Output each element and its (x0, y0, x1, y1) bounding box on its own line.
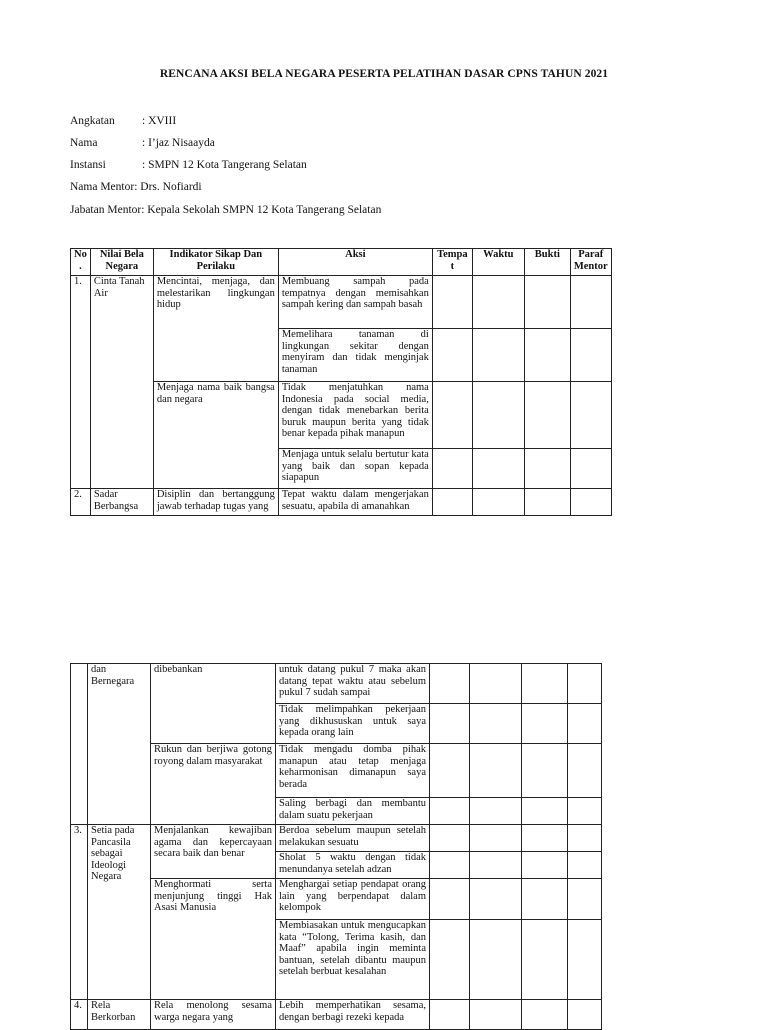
meta-value: : Drs. Nofiardi (134, 181, 202, 193)
waktu-cell (472, 449, 524, 489)
table-row (71, 1000, 602, 1030)
meta-nama (70, 136, 215, 150)
paraf-cell (568, 744, 602, 798)
nilai-cell: dan Bernegara (88, 664, 151, 825)
waktu-cell (470, 798, 522, 825)
indikator-cell: Rela menolong sesama warga negara yang (151, 1000, 276, 1030)
meta-label: Nama (70, 137, 98, 149)
indikator-cell: Menjalankan kewajiban agama dan kepercayaan secara baik dan benar (151, 825, 276, 879)
aksi-cell: Lebih memperhatikan sesama, dengan berbagi rezeki kepada (276, 1000, 430, 1030)
bukti-cell (524, 449, 570, 489)
tempat-cell (432, 329, 472, 382)
paraf-cell (568, 664, 602, 704)
waktu-cell (470, 664, 522, 704)
action-plan-table-page2 (70, 663, 602, 1030)
header-tempat: Tempa t (432, 249, 472, 276)
waktu-cell (472, 489, 524, 516)
bukti-cell (524, 329, 570, 382)
bukti-cell (524, 489, 570, 516)
aksi-cell: Menjaga untuk selalu bertutur kata yang baik dan sopan kepada siapapun (278, 449, 432, 489)
waktu-cell (470, 1000, 522, 1030)
aksi-cell: Saling berbagi dan membantu dalam suatu pekerjaan (276, 798, 430, 825)
meta-label: Nama Mentor (70, 181, 135, 193)
waktu-cell (470, 825, 522, 852)
waktu-cell (470, 852, 522, 879)
aksi-cell: untuk datang pukul 7 maka akan datang tepat waktu atau sebelum pukul 7 sudah sampai (276, 664, 430, 704)
waktu-cell (470, 920, 522, 1000)
meta-value: : I’jaz Nisaayda (142, 137, 215, 149)
bukti-cell (522, 879, 568, 920)
tempat-cell (432, 489, 472, 516)
aksi-cell: Menghargai setiap pendapat orang lain yang berpendapat dalam kelompok (276, 879, 430, 920)
meta-nama-mentor (70, 180, 202, 194)
meta-value: : XVIII (142, 115, 177, 127)
row-number: 3. (71, 825, 88, 1000)
bukti-cell (522, 825, 568, 852)
tempat-cell (430, 879, 470, 920)
tempat-cell (430, 825, 470, 852)
waktu-cell (470, 879, 522, 920)
meta-label: Angkatan (70, 115, 115, 127)
header-bukti: Bukti (524, 249, 570, 276)
row-number: 2. (71, 489, 91, 516)
header-indikator: Indikator Sikap Dan Perilaku (153, 249, 278, 276)
waktu-cell (472, 276, 524, 329)
action-plan-table-page1 (70, 248, 612, 516)
paraf-cell (568, 920, 602, 1000)
meta-label: Instansi (70, 159, 106, 171)
paraf-cell (568, 798, 602, 825)
meta-jabatan-mentor (70, 203, 381, 217)
paraf-cell (570, 449, 611, 489)
paraf-cell (568, 825, 602, 852)
tempat-cell (430, 852, 470, 879)
table-row (71, 489, 612, 516)
tempat-cell (430, 744, 470, 798)
meta-angkatan (70, 114, 176, 128)
bukti-cell (522, 744, 568, 798)
aksi-cell: Tidak melimpahkan pekerjaan yang dikhususkan untuk saya kepada orang lain (276, 704, 430, 744)
bukti-cell (522, 1000, 568, 1030)
bukti-cell (522, 852, 568, 879)
nilai-cell: Setia pada Pancasila sebagai Ideologi Negara (88, 825, 151, 1000)
indikator-cell: Disiplin dan bertanggung jawab terhadap tugas yang (153, 489, 278, 516)
bukti-cell (522, 664, 568, 704)
paraf-cell (570, 276, 611, 329)
waktu-cell (470, 704, 522, 744)
bukti-cell (522, 920, 568, 1000)
indikator-cell: Mencintai, menjaga, dan melestarikan lingkungan hidup (153, 276, 278, 382)
paraf-cell (570, 329, 611, 382)
aksi-cell: Membiasakan untuk mengucapkan kata “Tolong, Terima kasih, dan Maaf” apabila ingin meminta bantuan, setelah dibantu maupun setelah berbuat kesalahan (276, 920, 430, 1000)
tempat-cell (430, 704, 470, 744)
indikator-cell: dibebankan (151, 664, 276, 744)
waktu-cell (470, 744, 522, 798)
paraf-cell (568, 1000, 602, 1030)
document-title: RENCANA AKSI BELA NEGARA PESERTA PELATIHAN DASAR CPNS TAHUN 2021 (159, 68, 609, 80)
tempat-cell (432, 276, 472, 329)
table-row (71, 825, 602, 852)
paraf-cell (570, 382, 611, 449)
aksi-cell: Sholat 5 waktu dengan tidak menundanya setelah adzan (276, 852, 430, 879)
tempat-cell (430, 920, 470, 1000)
tempat-cell (430, 1000, 470, 1030)
tempat-cell (430, 798, 470, 825)
paraf-cell (568, 852, 602, 879)
paraf-cell (568, 704, 602, 744)
indikator-cell: Rukun dan berjiwa gotong royong dalam masyarakat (151, 744, 276, 825)
aksi-cell: Membuang sampah pada tempatnya dengan memisahkan sampah kering dan sampah basah (278, 276, 432, 329)
bukti-cell (524, 382, 570, 449)
bukti-cell (522, 704, 568, 744)
paraf-cell (570, 489, 611, 516)
meta-instansi (70, 158, 307, 172)
table-row (71, 744, 602, 798)
paraf-cell (568, 879, 602, 920)
tempat-cell (432, 382, 472, 449)
table-row (71, 879, 602, 920)
row-number (71, 664, 88, 825)
aksi-cell: Tepat waktu dalam mengerjakan sesuatu, apabila di amanahkan (278, 489, 432, 516)
row-number: 4. (71, 1000, 88, 1030)
aksi-cell: Tidak mengadu domba pihak manapun atau tetap menjaga keharmonisan dimanapun saya berada (276, 744, 430, 798)
header-waktu: Waktu (472, 249, 524, 276)
meta-label: Jabatan Mentor (70, 204, 142, 216)
aksi-cell: Memelihara tanaman di lingkungan sekitar dengan menyiram dan tidak menginjak tanaman (278, 329, 432, 382)
indikator-cell: Menghormati serta menjunjung tinggi Hak Asasi Manusia (151, 879, 276, 1000)
waktu-cell (472, 382, 524, 449)
header-aksi: Aksi (278, 249, 432, 276)
nilai-cell: Cinta Tanah Air (90, 276, 153, 489)
table-row (71, 664, 602, 704)
meta-value: : SMPN 12 Kota Tangerang Selatan (142, 159, 307, 171)
row-number: 1. (71, 276, 91, 489)
header-no: No . (71, 249, 91, 276)
meta-value: : Kepala Sekolah SMPN 12 Kota Tangerang Selatan (141, 204, 382, 216)
header-nilai: Nilai Bela Negara (90, 249, 153, 276)
nilai-cell: Rela Berkorban (88, 1000, 151, 1030)
header-paraf: Paraf Mentor (570, 249, 611, 276)
aksi-cell: Berdoa sebelum maupun setelah melakukan sesuatu (276, 825, 430, 852)
tempat-cell (432, 449, 472, 489)
table-row (71, 276, 612, 329)
indikator-cell: Menjaga nama baik bangsa dan negara (153, 382, 278, 489)
aksi-cell: Tidak menjatuhkan nama Indonesia pada social media, dengan tidak menebarkan berita buruk maupun berita yang tidak benar kepada pihak manapun (278, 382, 432, 449)
tempat-cell (430, 664, 470, 704)
bukti-cell (522, 798, 568, 825)
table-header-row (71, 249, 612, 276)
waktu-cell (472, 329, 524, 382)
nilai-cell: Sadar Berbangsa (90, 489, 153, 516)
bukti-cell (524, 276, 570, 329)
